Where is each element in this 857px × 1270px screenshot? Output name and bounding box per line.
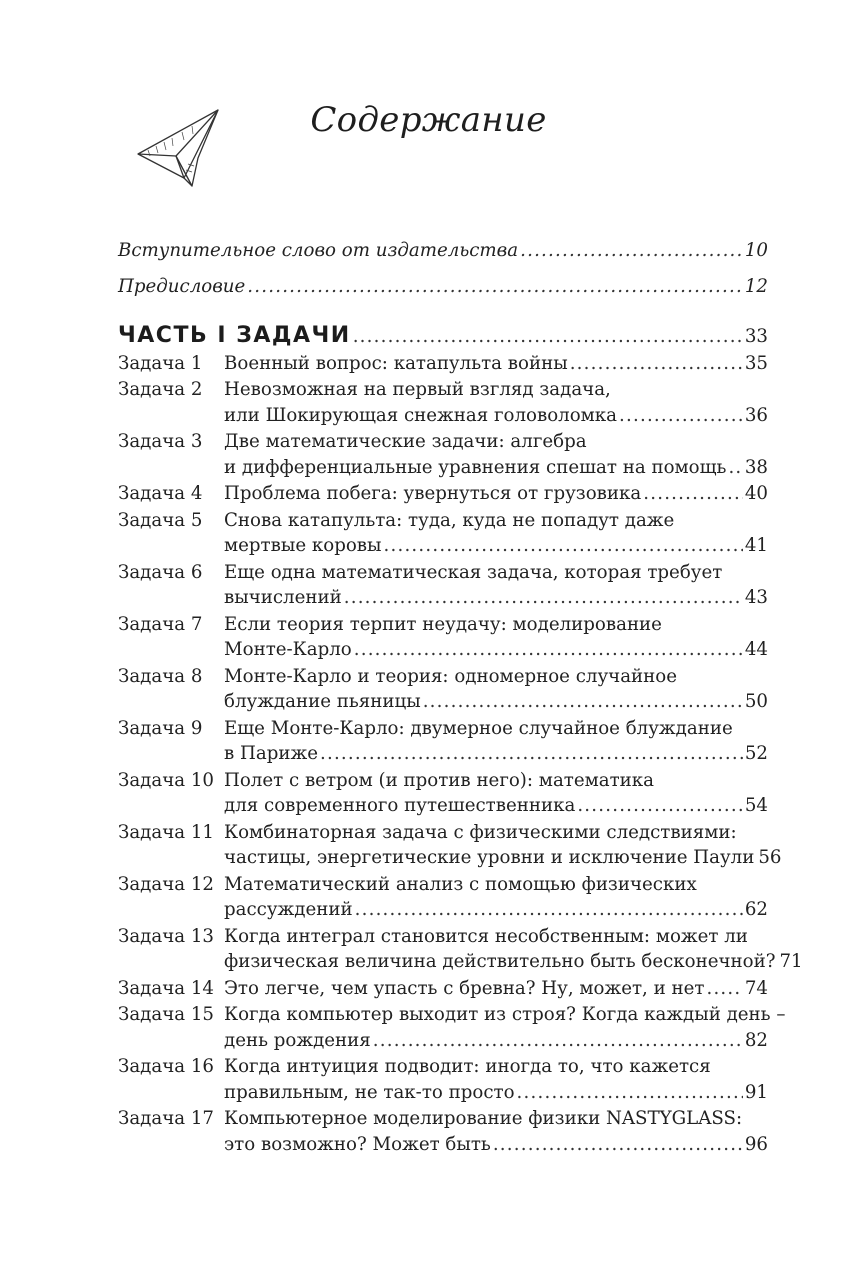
toc-entry-label: Задача 1 [118, 352, 203, 374]
toc-page-number: 71 [779, 951, 803, 972]
toc-entry-title: для современного путешественника [224, 795, 576, 816]
toc-entry [118, 1106, 768, 1157]
dot-leader [247, 274, 743, 300]
dot-leader [728, 455, 742, 481]
toc-entry-title-line: Когда интеграл становится несобственным: может ли [224, 925, 748, 947]
dot-leader [619, 403, 743, 429]
toc-page-number: 74 [744, 977, 768, 999]
toc-front-item-title: Вступительное слово от издательства [118, 240, 519, 261]
toc-entry-title-line [224, 897, 768, 923]
toc-page-number: 56 [758, 847, 782, 868]
toc-entry-title: блуждание пьяницы [224, 691, 421, 712]
toc-entry-title-line: Компьютерное моделирование физики NASTYGLASS: [224, 1108, 743, 1129]
toc-entry-body [224, 377, 768, 428]
toc-entry-body [224, 508, 768, 559]
toc-entry-body [224, 351, 768, 377]
toc-entry [118, 976, 768, 1002]
dot-leader [344, 585, 743, 611]
toc-entry-label: Задача 14 [118, 977, 215, 999]
toc-entry [118, 716, 768, 767]
dot-leader [706, 976, 742, 1002]
toc-entry-title-line: Комбинаторная задача с физическими следствиями: [224, 821, 737, 843]
toc-entry-body [224, 976, 768, 1002]
toc-entry-body [224, 612, 768, 663]
toc-entry-body [224, 716, 768, 767]
toc-entry-title-line: Когда компьютер выходит из строя? Когда каждый день – [224, 1004, 786, 1025]
toc-entry-title-line [224, 1028, 768, 1054]
toc-entry-title-line [224, 403, 768, 429]
toc-entry-title-line [224, 741, 768, 767]
toc-entry [118, 820, 782, 871]
toc-entry [118, 768, 768, 819]
toc-page-number: 33 [744, 326, 768, 347]
toc-page-number: 82 [744, 1029, 768, 1051]
toc-entry-title-line [224, 845, 782, 871]
toc-entry-label: Задача 8 [118, 665, 203, 687]
toc-entry [118, 612, 768, 663]
toc-page-number: 10 [744, 240, 768, 261]
toc-front-item [118, 238, 768, 264]
toc-entry-title: и дифференциальные уравнения спешат на помощь [224, 456, 727, 478]
toc-page-number: 38 [744, 456, 768, 478]
toc-page-number: 44 [744, 639, 768, 660]
dot-leader [493, 1132, 743, 1158]
toc-entry-title-line: Невозможная на первый взгляд задача, [224, 379, 611, 400]
toc-entry-title-line [224, 585, 768, 611]
toc-entry-title-line: Еще Монте-Карло: двумерное случайное блуждание [224, 717, 733, 739]
toc-part-heading [118, 323, 768, 350]
dot-leader [384, 533, 743, 559]
toc-entry [118, 351, 768, 377]
part-title: ЧАСТЬ I ЗАДАЧИ [118, 323, 351, 348]
toc-entry [118, 508, 768, 559]
toc-entries [118, 351, 803, 1158]
toc-entry-body [224, 1106, 768, 1157]
toc-entry [118, 872, 768, 923]
dot-leader [577, 793, 743, 819]
toc-entry-label: Задача 13 [118, 925, 215, 947]
toc-entry-label: Задача 15 [118, 1004, 215, 1025]
toc-entry-title-line [224, 351, 768, 377]
toc-entry-title-line [224, 976, 768, 1002]
toc-entry-label: Задача 3 [118, 431, 203, 452]
toc-entry-title-line: Монте-Карло и теория: одномерное случайное [224, 665, 677, 687]
toc-entry-title: или Шокирующая снежная головоломка [224, 404, 618, 426]
toc-front-item [118, 274, 768, 300]
toc-entry-label: Задача 11 [118, 821, 215, 843]
toc-entry-title: рассуждений [224, 899, 353, 920]
dot-leader [353, 324, 743, 350]
toc-page-number: 35 [744, 352, 768, 374]
toc-entry-title: Монте-Карло [224, 639, 352, 660]
toc-entry-body [224, 1054, 768, 1105]
toc-entry [118, 377, 768, 428]
toc-entry-label: Задача 4 [118, 483, 203, 504]
toc-entry-label: Задача 2 [118, 379, 203, 400]
toc-page-number: 41 [744, 535, 768, 556]
toc-entry-body [224, 924, 803, 975]
dot-leader [354, 637, 743, 663]
dot-leader [320, 741, 743, 767]
toc-front-item-title: Предисловие [118, 275, 246, 297]
toc-entry-title-line: Две математические задачи: алгебра [224, 431, 587, 452]
toc-entry [118, 664, 768, 715]
toc-entry-body [224, 820, 782, 871]
toc-entry [118, 924, 803, 975]
toc-entry-label: Задача 12 [118, 873, 215, 895]
toc-entry [118, 429, 768, 480]
toc-page-number: 12 [744, 275, 768, 297]
toc-entry-title-line [224, 689, 768, 715]
toc-entry-title: Это легче, чем упасть с бревна? Ну, может, и нет [224, 977, 705, 999]
toc-entry [118, 1002, 786, 1053]
toc-page-number: 50 [744, 691, 768, 712]
toc-entry-title: частицы, энергетические уровни и исключение Паули [224, 847, 755, 868]
toc-entry-label: Задача 17 [118, 1108, 215, 1129]
toc-entry-title-line: Еще одна математическая задача, которая требует [224, 561, 723, 583]
toc-page-number: 40 [744, 483, 768, 504]
toc-entry-title: Проблема побега: увернуться от грузовика [224, 483, 642, 504]
toc-entry [118, 481, 768, 507]
toc-entry-title: вычислений [224, 587, 342, 608]
page-title: Содержание [310, 100, 547, 140]
table-of-contents [118, 238, 803, 1158]
toc-entry-title: правильным, не так-то просто [224, 1081, 515, 1103]
dot-leader [355, 897, 743, 923]
toc-entry-body [224, 481, 768, 507]
dot-leader [373, 1028, 743, 1054]
toc-page-number: 43 [744, 587, 768, 608]
toc-entry-title-line: Когда интуиция подводит: иногда то, что кажется [224, 1056, 711, 1077]
dot-leader [643, 481, 743, 507]
toc-entry-title: день рождения [224, 1029, 371, 1051]
toc-entry-label: Задача 7 [118, 613, 203, 635]
toc-entry [118, 1054, 768, 1105]
toc-entry-body [224, 872, 768, 923]
toc-entry-title-line: Если теория терпит неудачу: моделирование [224, 613, 662, 635]
toc-entry-body [224, 768, 768, 819]
toc-entry-title: мертвые коровы [224, 535, 382, 556]
dot-leader [520, 238, 743, 264]
toc-entry-title-line [224, 455, 768, 481]
toc-entry-title-line: Снова катапульта: туда, куда не попадут даже [224, 509, 675, 531]
toc-entry-label: Задача 10 [118, 769, 215, 791]
toc-entry-label: Задача 9 [118, 717, 203, 739]
toc-entry-body [224, 560, 768, 611]
toc-entry-title: это возможно? Может быть [224, 1133, 491, 1155]
dot-leader [570, 351, 743, 377]
toc-page-number: 62 [744, 899, 768, 920]
toc-entry-title-line [224, 481, 768, 507]
dot-leader [423, 689, 743, 715]
toc-page-number: 52 [744, 743, 768, 764]
toc-entry-body [224, 1002, 786, 1053]
toc-entry-label: Задача 5 [118, 509, 203, 531]
dot-leader [517, 1080, 743, 1106]
toc-page-number: 36 [744, 404, 768, 426]
toc-entry-title-line: Математический анализ с помощью физических [224, 873, 697, 895]
toc-entry [118, 560, 768, 611]
toc-entry-title-line [224, 1080, 768, 1106]
toc-entry-title: Военный вопрос: катапульта войны [224, 352, 568, 374]
toc-page-number: 96 [744, 1133, 768, 1155]
toc-entry-title: в Париже [224, 743, 318, 764]
toc-entry-label: Задача 6 [118, 561, 203, 583]
toc-entry-title: физическая величина действительно быть бесконечной? [224, 951, 776, 972]
toc-entry-title-line: Полет с ветром (и против него): математика [224, 769, 655, 791]
toc-page-number: 54 [744, 795, 768, 816]
toc-page-number: 91 [744, 1081, 768, 1103]
toc-entry-title-line [224, 637, 768, 663]
toc-entry-title-line [224, 949, 803, 975]
toc-entry-title-line [224, 793, 768, 819]
toc-entry-body [224, 429, 768, 480]
toc-entry-body [224, 664, 768, 715]
toc-entry-title-line [224, 1132, 768, 1158]
toc-entry-label: Задача 16 [118, 1056, 215, 1077]
toc-entry-title-line [224, 533, 768, 559]
